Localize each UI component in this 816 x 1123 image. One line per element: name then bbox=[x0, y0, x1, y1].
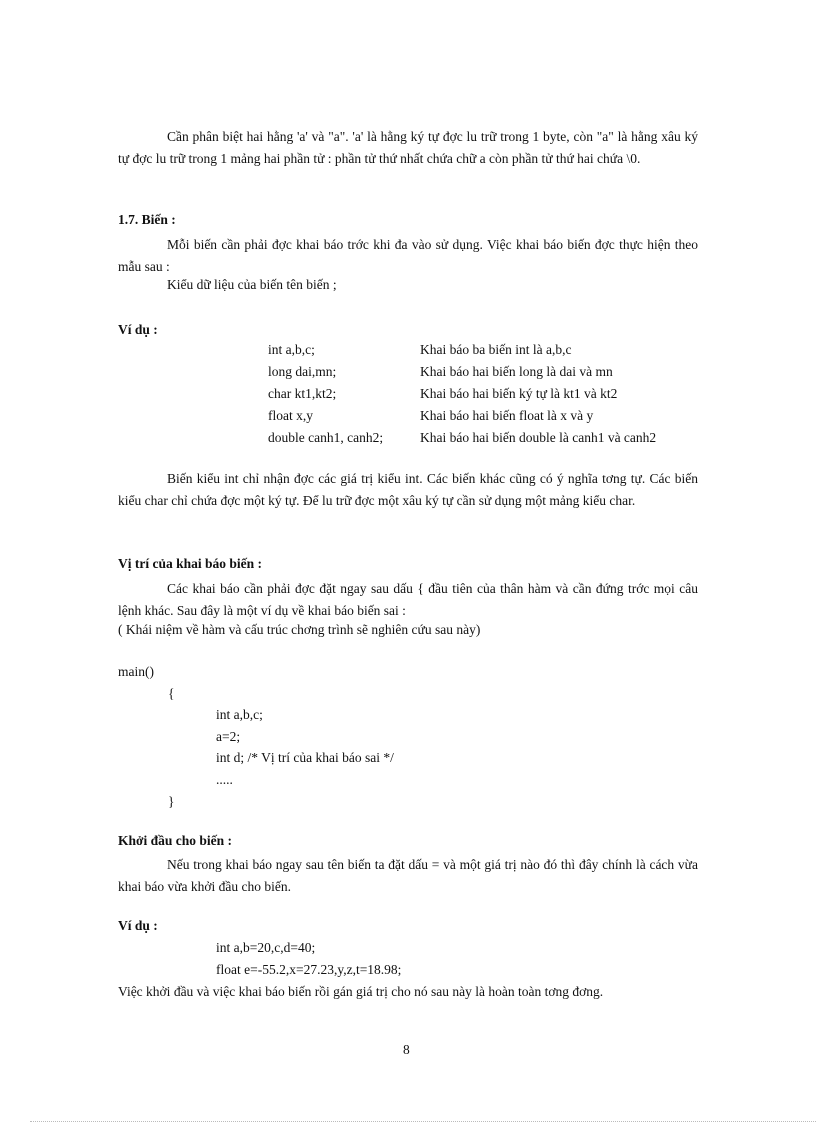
paragraph-note: ( Khái niệm về hàm và cấu trúc chơng trình sẽ nghiên cứu sau này) bbox=[118, 622, 481, 637]
example1-code: int a,b,c; bbox=[268, 342, 315, 357]
example1-desc: Khai báo hai biến double là canh1 và canh2 bbox=[420, 430, 657, 445]
code-open-brace: { bbox=[168, 686, 175, 701]
example1-desc: Khai báo ba biến int là a,b,c bbox=[420, 342, 572, 357]
section-title: 1.7. Biến : bbox=[118, 212, 176, 227]
example1-label: Ví dụ : bbox=[118, 322, 158, 337]
code-close-brace: } bbox=[168, 794, 175, 809]
init-title: Khởi đầu cho biến : bbox=[118, 833, 233, 848]
example1-code: double canh1, canh2; bbox=[268, 430, 384, 445]
declaration-form: Kiểu dữ liệu của biến tên biến ; bbox=[167, 277, 337, 292]
paragraph-intro: Cần phân biệt hai hằng 'a' và "a". 'a' là hằng ký tự đợc lu trữ trong 1 byte, còn "a" là hằng xâu ký tự đợc lu trữ trong 1 mảng hai phần tử : phần tử thứ nhất chứa chữ a còn phần tử thứ hai chứa \0. bbox=[118, 129, 698, 166]
page-bottom-divider bbox=[30, 1121, 816, 1122]
paragraph-conclusion: Việc khởi đầu và việc khai báo biến rồi gán giá trị cho nó sau này là hoàn toàn tơng đơng. bbox=[118, 984, 604, 999]
code-line: ..... bbox=[216, 772, 233, 787]
example2-line: float e=-55.2,x=27.23,y,z,t=18.98; bbox=[216, 962, 402, 977]
paragraph-position: Các khai báo cần phải đợc đặt ngay sau dấu { đầu tiên của thân hàm và cần đứng trớc mọi câu lệnh khác. Sau đây là một ví dụ về khai báo biến sai : bbox=[118, 581, 698, 618]
example1-desc: Khai báo hai biến ký tự là kt1 và kt2 bbox=[420, 386, 618, 401]
code-line: a=2; bbox=[216, 729, 241, 744]
example1-code: float x,y bbox=[268, 408, 313, 423]
example2-line: int a,b=20,c,d=40; bbox=[216, 940, 316, 955]
example2-label: Ví dụ : bbox=[118, 918, 158, 933]
code-main: main() bbox=[118, 664, 154, 679]
code-line: int d; /* Vị trí của khai báo sai */ bbox=[216, 750, 394, 765]
paragraph-declaration: Mỗi biến cần phải đợc khai báo trớc khi đa vào sử dụng. Việc khai báo biến đợc thực hiện theo mẫu sau : bbox=[118, 237, 698, 274]
paragraph-init: Nếu trong khai báo ngay sau tên biến ta đặt dấu = và một giá trị nào đó thì đây chính là cách vừa khai báo vừa khởi đầu cho biến. bbox=[118, 857, 698, 894]
example1-code: long dai,mn; bbox=[268, 364, 337, 379]
paragraph-types: Biến kiểu int chỉ nhận đợc các giá trị kiểu int. Các biến khác cũng có ý nghĩa tơng tự. Các biến kiểu char chỉ chứa đợc một ký tự. Để lu trữ đợc một xâu ký tự cần sử dụng một mảng kiểu char. bbox=[118, 471, 698, 508]
code-line: int a,b,c; bbox=[216, 707, 263, 722]
page-number: 8 bbox=[403, 1042, 410, 1057]
example1-desc: Khai báo hai biến float là x và y bbox=[420, 408, 594, 423]
example1-code: char kt1,kt2; bbox=[268, 386, 337, 401]
position-title: Vị trí của khai báo biến : bbox=[118, 556, 263, 571]
example1-desc: Khai báo hai biến long là dai và mn bbox=[420, 364, 613, 379]
